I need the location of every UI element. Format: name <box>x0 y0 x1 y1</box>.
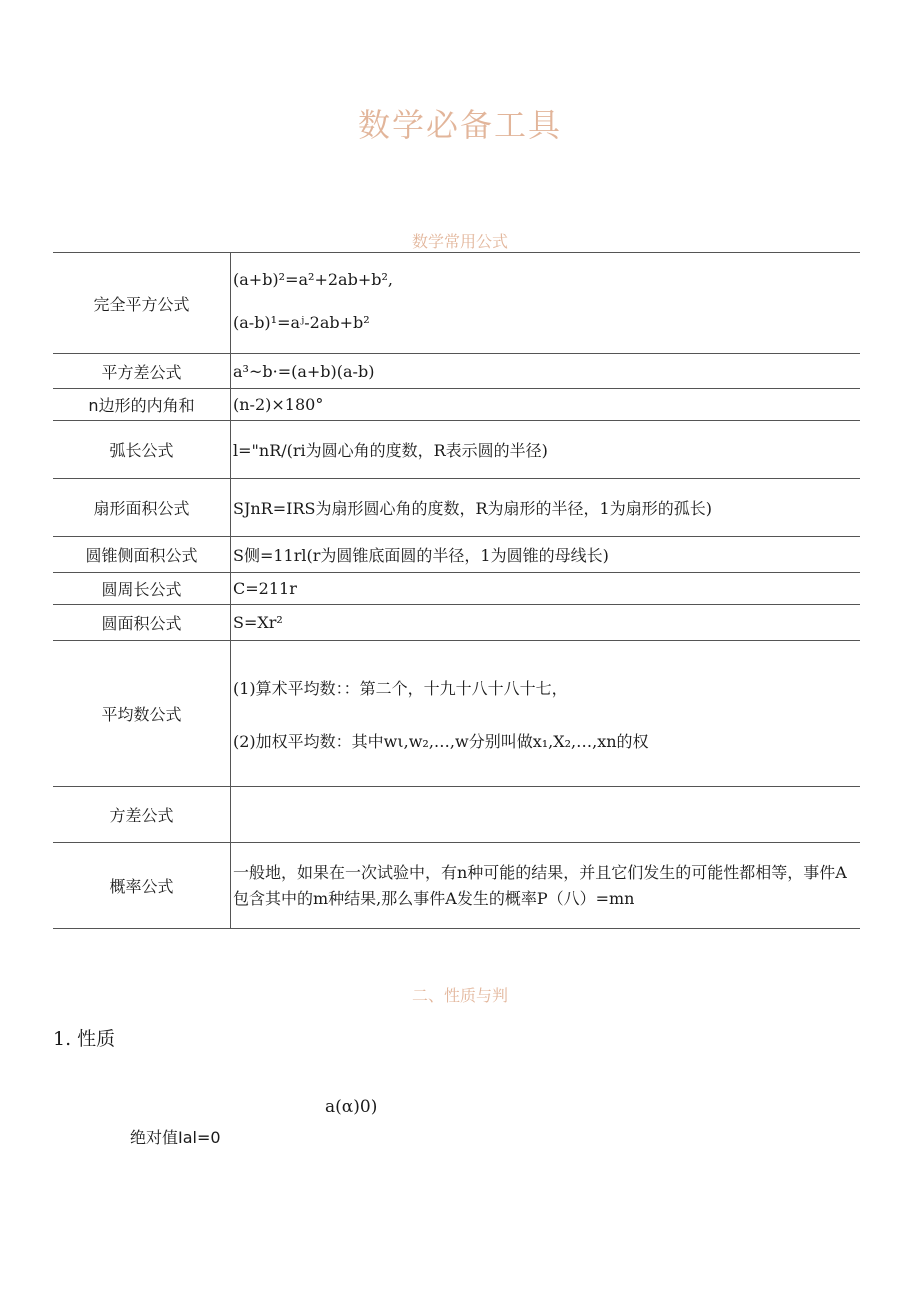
table-row <box>53 354 860 389</box>
page-title: 数学必备工具 <box>357 106 562 144</box>
heading-properties: 1. 性质 <box>53 1028 116 1050</box>
absolute-value-expression: 绝对值Ial=0 <box>130 1128 221 1147</box>
formula-name: 完全平方公式 <box>53 253 231 354</box>
formula-value: C=211r <box>231 573 861 605</box>
formula-value <box>231 787 861 843</box>
table-row <box>53 479 860 537</box>
math-expression: a(α)0) <box>325 1097 378 1117</box>
formula-value: a³~b·=(a+b)(a-b) <box>231 354 861 389</box>
table-row <box>53 573 860 605</box>
section-title-formulas: 数学常用公式 <box>411 232 508 251</box>
formula-value: (n-2)×180° <box>231 389 861 421</box>
table-row <box>53 787 860 843</box>
section-title-properties: 二、性质与判 <box>411 986 508 1005</box>
formula-value: (1)算术平均数：：第二个，十九十八十八十七， (2)加权平均数：其中wι,w₂,…,w分别叫做x₁,X₂,…,xn的权 <box>231 641 861 787</box>
table-row <box>53 421 860 479</box>
formula-value: 一般地，如果在一次试验中，有n种可能的结果，并且它们发生的可能性都相等，事件A包含其中的m种结果,那么事件A发生的概率P（八）=mn <box>231 843 861 929</box>
table-row <box>53 843 860 929</box>
formula-value: SJnR=IRS为扇形圆心角的度数，R为扇形的半径，1为扇形的孤长) <box>231 479 861 537</box>
table-row <box>53 253 860 354</box>
table-row <box>53 605 860 641</box>
formula-value: (a+b)²=a²+2ab+b², (a-b)¹=aʲ-2ab+b² <box>231 253 861 354</box>
formula-name: 弧长公式 <box>53 421 231 479</box>
table-row <box>53 641 860 787</box>
formula-table <box>53 252 860 929</box>
formula-name: 扇形面积公式 <box>53 479 231 537</box>
formula-value: S侧=11rl(r为圆锥底面圆的半径，1为圆锥的母线长) <box>231 537 861 573</box>
table-row <box>53 389 860 421</box>
formula-name: 概率公式 <box>53 843 231 929</box>
formula-name: 平方差公式 <box>53 354 231 389</box>
formula-value: l="nR/(ri为圆心角的度数，R表示圆的半径) <box>231 421 861 479</box>
table-row <box>53 537 860 573</box>
formula-name: 圆周长公式 <box>53 573 231 605</box>
formula-name: 方差公式 <box>53 787 231 843</box>
formula-value: S=Xr² <box>231 605 861 641</box>
formula-name: n边形的内角和 <box>53 389 231 421</box>
formula-name: 圆面积公式 <box>53 605 231 641</box>
formula-name: 平均数公式 <box>53 641 231 787</box>
formula-name: 圆锥侧面积公式 <box>53 537 231 573</box>
